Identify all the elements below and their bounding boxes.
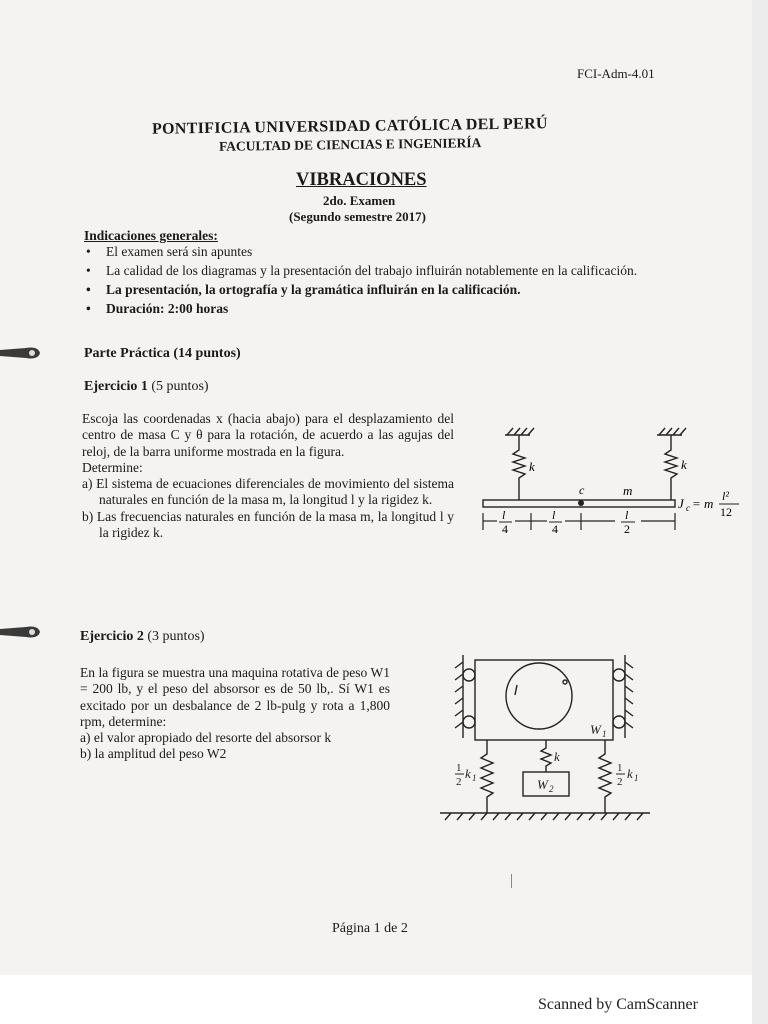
exercise-1-text: Escoja las coordenadas x (hacia abajo) para el desplazamiento del centro de masa C y θ para la rotación, de acuerdo a las agujas del reloj, de la barra uniforme mostrada en la figura. (82, 411, 454, 459)
roller-icon (613, 716, 625, 728)
exercise-2-body (80, 665, 390, 763)
support-spring-left-icon (481, 740, 493, 813)
absorber-spring-icon (541, 740, 551, 772)
document-code: FCI-Adm-4.01 (577, 66, 655, 81)
scan-mark (511, 874, 512, 888)
svg-text:2: 2 (617, 776, 623, 788)
svg-text:k: k (627, 766, 633, 781)
roller-icon (463, 669, 475, 681)
w1-label (590, 722, 607, 739)
wall-left (455, 655, 463, 738)
exercise-2-item-b: b) la amplitud del peso W2 (80, 746, 227, 762)
exercise-1-item-a: a) El sistema de ecuaciones diferenciales de movimiento del sistema naturales en función de la masa m, la longitud l y la rigidez k. (82, 476, 454, 508)
svg-text:1: 1 (472, 773, 477, 783)
svg-text:2: 2 (549, 784, 554, 794)
rotor-icon (506, 663, 572, 729)
svg-text:l: l (625, 508, 629, 522)
svg-text:1: 1 (617, 762, 623, 774)
svg-text:2: 2 (624, 522, 630, 536)
spring-left-icon (513, 435, 525, 500)
center-label: c (579, 483, 585, 497)
university-name: PONTIFICIA UNIVERSIDAD CATÓLICA DEL PERÚ (151, 115, 548, 138)
ground (440, 813, 650, 820)
wall-right (625, 655, 633, 738)
exercise-1-determine: Determine: (82, 459, 143, 475)
instructions-heading: Indicaciones generales: (84, 228, 218, 243)
svg-text:J: J (678, 496, 684, 511)
right-half-k1-label (617, 762, 639, 788)
svg-text:12: 12 (720, 505, 732, 519)
page-edge (752, 0, 768, 1024)
svg-text:W: W (590, 722, 601, 737)
course-title: VIBRACIONES (296, 170, 427, 190)
w2-label (537, 777, 554, 794)
exercise-2-text: En la figura se muestra una maquina rotativa de peso W1 = 200 lb, y el peso del absorsor es de 50 lb,. Sí W1 es excitado por un desbalance de 2 lb-pulg y rota a 1,800 rpm, determine: (80, 665, 390, 729)
svg-text:4: 4 (552, 522, 558, 536)
spring-right-icon (665, 435, 677, 500)
svg-text:1: 1 (456, 762, 462, 774)
part-heading: Parte Práctica (14 puntos) (84, 346, 241, 361)
faculty-name: FACULTAD DE CIENCIAS E INGENIERÍA (218, 135, 482, 154)
binder-clip-icon (0, 622, 44, 642)
left-half-k1-label (456, 762, 477, 788)
svg-text:l: l (502, 508, 506, 522)
mass-label: m (623, 483, 633, 498)
center-of-mass-icon (578, 500, 584, 506)
roller-icon (613, 669, 625, 681)
svg-text:= m: = m (692, 496, 714, 511)
semester: (Segundo semestre 2017) (289, 209, 426, 224)
spring-right-label: k (681, 457, 687, 472)
exercise-1-title: Ejercicio 1 (84, 379, 148, 394)
exercise-2-points: (3 puntos) (147, 629, 205, 644)
absorber-k-label: k (554, 749, 560, 764)
svg-text:1: 1 (602, 729, 607, 739)
spring-left-label: k (529, 459, 535, 474)
svg-text:c: c (686, 503, 690, 513)
exercise-2-item-a: a) el valor apropiado del resorte del absorsor k (80, 730, 332, 746)
scanner-watermark: Scanned by CamScanner (538, 996, 698, 1013)
svg-text:l: l (552, 508, 556, 522)
roller-icon (463, 716, 475, 728)
exercise-2-figure (435, 650, 665, 825)
exercise-1-item-b: b) Las frecuencias naturales en función de la masa m, la longitud l y la rigidez k. (82, 508, 454, 541)
page-number: Página 1 de 2 (332, 921, 408, 936)
list-item: • La presentación, la ortografía y la gramática influirán en la calificación. (84, 282, 674, 298)
svg-text:k: k (465, 766, 471, 781)
svg-text:1: 1 (634, 773, 639, 783)
support-spring-right-icon (599, 740, 611, 813)
exercise-2-heading (80, 629, 205, 645)
svg-text:W: W (537, 777, 548, 792)
exercise-1-body (82, 411, 454, 541)
svg-text:2: 2 (456, 776, 462, 788)
list-item: • La calidad de los diagramas y la presentación del trabajo influirán notablemente en la calificación. (84, 263, 674, 279)
exercise-1-heading (84, 379, 209, 395)
exam-name: 2do. Examen (323, 193, 396, 208)
exercise-2-title: Ejercicio 2 (80, 629, 144, 644)
ceiling-support-left (505, 428, 534, 435)
instructions-list (84, 244, 674, 320)
exercise-1-points: (5 puntos) (151, 379, 209, 394)
dimension-labels (499, 508, 635, 536)
ceiling-support-right (657, 428, 686, 435)
list-item: • Duración: 2:00 horas (84, 301, 674, 317)
inertia-formula (678, 489, 739, 519)
binder-clip-icon (0, 343, 44, 363)
svg-text:l²: l² (722, 489, 729, 503)
unbalance-mass-icon (563, 680, 567, 684)
exercise-1-figure (475, 420, 745, 550)
svg-text:4: 4 (502, 522, 508, 536)
list-item: • El examen será sin apuntes (84, 244, 674, 260)
